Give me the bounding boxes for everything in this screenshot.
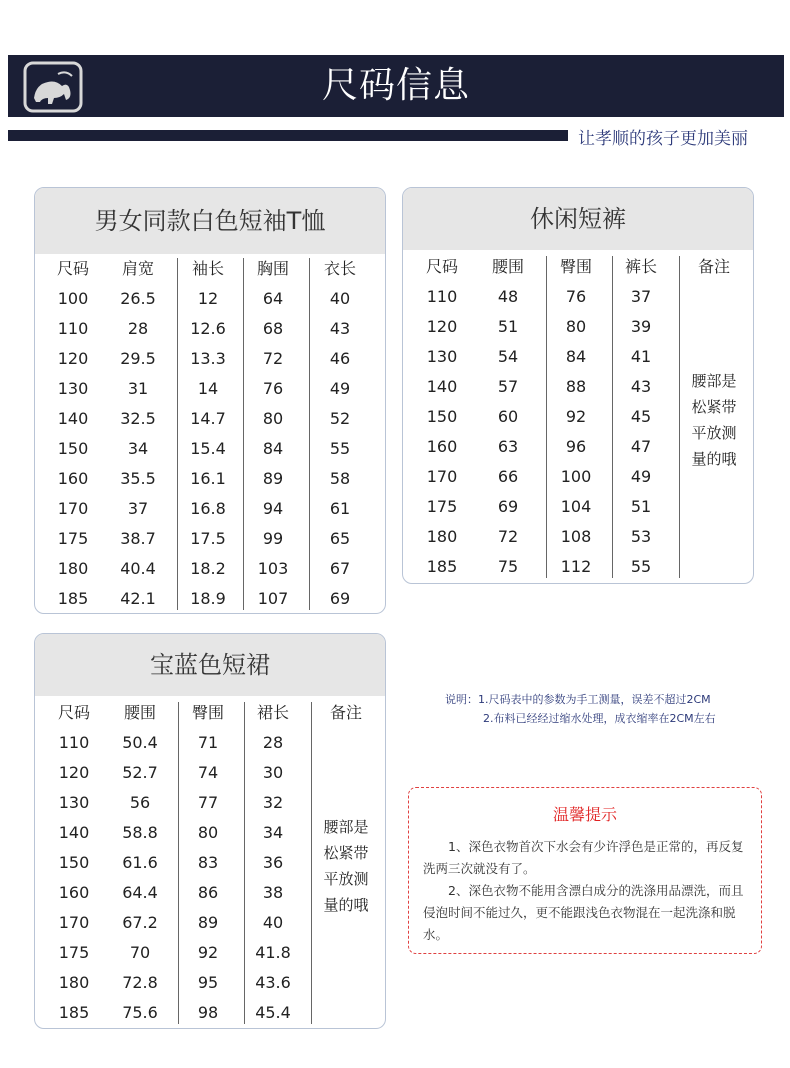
table-cell: 120 [57, 349, 89, 368]
table-cell: 64 [262, 289, 284, 308]
table-row [403, 522, 753, 552]
remark-line: 平放测 [691, 424, 737, 442]
table-cell: 69 [329, 589, 351, 608]
table-cell: 47 [630, 437, 652, 456]
table-cell: 110 [57, 319, 89, 338]
table-cell: 12.6 [190, 319, 226, 338]
table-cell: 88 [565, 377, 587, 396]
tshirt-card-title: 男女同款白色短袖T恤 [35, 188, 385, 254]
tshirt-size-card [34, 187, 386, 614]
table-cell: 49 [329, 379, 351, 398]
table-cell: 28 [262, 733, 284, 752]
table-cell: 175 [426, 497, 458, 516]
table-cell: 37 [127, 499, 149, 518]
table-cell: 14 [197, 379, 219, 398]
table-cell: 160 [57, 469, 89, 488]
table-cell: 40 [329, 289, 351, 308]
table-cell: 40 [262, 913, 284, 932]
table-cell: 67 [329, 559, 351, 578]
table-cell: 41.8 [255, 943, 291, 962]
table-cell: 160 [58, 883, 90, 902]
table-cell: 180 [426, 527, 458, 546]
table-cell: 43.6 [255, 973, 291, 992]
table-cell: 43 [630, 377, 652, 396]
table-cell: 43 [329, 319, 351, 338]
column-divider [243, 258, 244, 610]
table-cell: 57 [497, 377, 519, 396]
table-cell: 80 [262, 409, 284, 428]
table-cell: 18.2 [190, 559, 226, 578]
column-divider [546, 256, 547, 578]
table-cell: 170 [426, 467, 458, 486]
table-cell: 83 [197, 853, 219, 872]
table-row [35, 464, 385, 494]
tshirt-column-header: 衣长 [323, 259, 356, 278]
table-cell: 170 [57, 499, 89, 518]
table-cell: 80 [197, 823, 219, 842]
table-cell: 89 [262, 469, 284, 488]
table-cell: 107 [257, 589, 289, 608]
table-cell: 150 [426, 407, 458, 426]
table-cell: 54 [497, 347, 519, 366]
table-cell: 51 [497, 317, 519, 336]
measurement-explanation [445, 690, 716, 728]
table-cell: 45.4 [255, 1003, 291, 1022]
table-cell: 140 [426, 377, 458, 396]
table-cell: 75 [497, 557, 519, 576]
table-cell: 48 [497, 287, 519, 306]
remark-line: 量的哦 [691, 450, 737, 468]
shorts-column-header: 裤长 [624, 257, 657, 276]
table-cell: 28 [127, 319, 149, 338]
page-title: 尺码信息 [321, 65, 470, 106]
table-cell: 92 [565, 407, 587, 426]
column-divider [311, 702, 312, 1024]
shorts-column-header: 腰围 [491, 257, 524, 276]
header-banner [8, 55, 784, 117]
table-cell: 98 [197, 1003, 219, 1022]
skirt-column-header: 尺码 [57, 703, 90, 722]
table-cell: 71 [197, 733, 219, 752]
table-cell: 69 [497, 497, 519, 516]
table-row [403, 282, 753, 312]
column-divider [612, 256, 613, 578]
table-cell: 31 [127, 379, 149, 398]
tshirt-column-header: 袖长 [191, 259, 224, 278]
divider-bar [8, 130, 568, 141]
skirt-card-title: 宝蓝色短裙 [35, 634, 385, 696]
table-cell: 16.1 [190, 469, 226, 488]
tip-paragraph-2: 2、深色衣物不能用含漂白成分的洗涤用品漂洗，而且侵泡时间不能过久，更不能跟浅色衣物混在一起洗涤和脱水。 [423, 883, 744, 942]
skirt-size-card [34, 633, 386, 1029]
table-cell: 15.4 [190, 439, 226, 458]
table-row [35, 968, 385, 998]
table-cell: 61 [329, 499, 351, 518]
table-cell: 74 [197, 763, 219, 782]
skirt-column-header: 备注 [329, 703, 362, 722]
table-cell: 99 [262, 529, 284, 548]
explanation-line-2: 2.布料已经经过缩水处理，成衣缩率在2CM左右 [483, 712, 716, 725]
remark-line: 腰部是 [691, 372, 737, 390]
table-cell: 42.1 [120, 589, 156, 608]
table-cell: 26.5 [120, 289, 156, 308]
table-cell: 12 [197, 289, 219, 308]
table-cell: 63 [497, 437, 519, 456]
skirt-column-header: 臀围 [191, 703, 224, 722]
table-row [35, 284, 385, 314]
column-divider [178, 702, 179, 1024]
table-cell: 58 [329, 469, 351, 488]
table-row [35, 314, 385, 344]
table-cell: 84 [565, 347, 587, 366]
table-row [35, 344, 385, 374]
warm-tips-title: 温馨提示 [552, 805, 617, 824]
table-cell: 56 [129, 793, 151, 812]
remark-line: 平放测 [323, 870, 369, 888]
tshirt-column-header: 胸围 [256, 259, 289, 278]
table-row [35, 524, 385, 554]
table-cell: 96 [565, 437, 587, 456]
table-cell: 38 [262, 883, 284, 902]
tip-paragraph-1: 1、深色衣物首次下水会有少许浮色是正常的，再反复洗两三次就没有了。 [423, 839, 744, 876]
table-cell: 80 [565, 317, 587, 336]
shorts-card-title: 休闲短裤 [403, 188, 753, 250]
table-cell: 120 [58, 763, 90, 782]
table-cell: 65 [329, 529, 351, 548]
table-cell: 100 [57, 289, 89, 308]
table-cell: 89 [197, 913, 219, 932]
table-cell: 67.2 [122, 913, 158, 932]
table-cell: 130 [58, 793, 90, 812]
table-cell: 104 [560, 497, 592, 516]
table-row [35, 998, 385, 1028]
table-cell: 112 [560, 557, 592, 576]
tshirt-header-row [35, 254, 385, 284]
table-cell: 72 [262, 349, 284, 368]
table-cell: 76 [262, 379, 284, 398]
remark-line: 松紧带 [691, 398, 737, 416]
table-cell: 185 [58, 1003, 90, 1022]
table-cell: 140 [57, 409, 89, 428]
tshirt-column-header: 尺码 [56, 259, 89, 278]
table-cell: 17.5 [190, 529, 226, 548]
table-cell: 130 [426, 347, 458, 366]
table-cell: 30 [262, 763, 284, 782]
table-row [35, 374, 385, 404]
table-cell: 32.5 [120, 409, 156, 428]
table-cell: 29.5 [120, 349, 156, 368]
table-cell: 160 [426, 437, 458, 456]
remark-line: 腰部是 [323, 818, 369, 836]
table-cell: 110 [426, 287, 458, 306]
table-cell: 100 [560, 467, 592, 486]
table-cell: 50.4 [122, 733, 158, 752]
table-row [35, 728, 385, 758]
shorts-size-card [402, 187, 754, 584]
table-cell: 175 [58, 943, 90, 962]
remark-line: 量的哦 [323, 896, 369, 914]
table-cell: 72 [497, 527, 519, 546]
warm-tips-body [423, 836, 749, 946]
skirt-remark [313, 814, 379, 918]
table-cell: 45 [630, 407, 652, 426]
skirt-column-header: 裙长 [256, 703, 289, 722]
table-cell: 103 [257, 559, 289, 578]
table-cell: 39 [630, 317, 652, 336]
table-row [35, 434, 385, 464]
table-cell: 150 [58, 853, 90, 872]
skirt-column-header: 腰围 [123, 703, 156, 722]
table-row [403, 312, 753, 342]
table-cell: 37 [630, 287, 652, 306]
table-cell: 38.7 [120, 529, 156, 548]
table-cell: 110 [58, 733, 90, 752]
column-divider [244, 702, 245, 1024]
shorts-remark [681, 368, 747, 472]
table-cell: 16.8 [190, 499, 226, 518]
table-cell: 55 [329, 439, 351, 458]
table-cell: 36 [262, 853, 284, 872]
table-row [35, 494, 385, 524]
table-cell: 52 [329, 409, 351, 428]
table-cell: 60 [497, 407, 519, 426]
table-cell: 34 [127, 439, 149, 458]
skirt-header-row [35, 698, 385, 728]
warm-tips-box [408, 787, 762, 954]
table-cell: 64.4 [122, 883, 158, 902]
table-cell: 49 [630, 467, 652, 486]
table-cell: 51 [630, 497, 652, 516]
shorts-column-header: 尺码 [425, 257, 458, 276]
table-cell: 130 [57, 379, 89, 398]
table-cell: 58.8 [122, 823, 158, 842]
column-divider [309, 258, 310, 610]
table-row [35, 584, 385, 614]
shorts-column-header: 臀围 [559, 257, 592, 276]
table-cell: 53 [630, 527, 652, 546]
table-row [35, 404, 385, 434]
tshirt-column-header: 肩宽 [121, 259, 154, 278]
table-row [403, 492, 753, 522]
table-cell: 76 [565, 287, 587, 306]
explanation-line-1: 说明：1.尺码表中的参数为手工测量，误差不超过2CM [445, 693, 711, 706]
table-cell: 46 [329, 349, 351, 368]
table-cell: 120 [426, 317, 458, 336]
table-cell: 185 [57, 589, 89, 608]
table-cell: 170 [58, 913, 90, 932]
table-cell: 70 [129, 943, 151, 962]
table-row [403, 552, 753, 582]
table-row [35, 758, 385, 788]
table-row [35, 554, 385, 584]
table-cell: 13.3 [190, 349, 226, 368]
table-cell: 77 [197, 793, 219, 812]
table-cell: 86 [197, 883, 219, 902]
table-cell: 185 [426, 557, 458, 576]
table-row [35, 938, 385, 968]
table-cell: 32 [262, 793, 284, 812]
table-cell: 180 [58, 973, 90, 992]
table-cell: 72.8 [122, 973, 158, 992]
table-cell: 94 [262, 499, 284, 518]
table-cell: 75.6 [122, 1003, 158, 1022]
remark-line: 松紧带 [323, 844, 369, 862]
table-cell: 108 [560, 527, 592, 546]
table-cell: 140 [58, 823, 90, 842]
table-cell: 150 [57, 439, 89, 458]
table-cell: 18.9 [190, 589, 226, 608]
table-cell: 92 [197, 943, 219, 962]
table-cell: 35.5 [120, 469, 156, 488]
table-cell: 180 [57, 559, 89, 578]
shorts-header-row [403, 252, 753, 282]
table-cell: 14.7 [190, 409, 226, 428]
table-cell: 95 [197, 973, 219, 992]
shorts-column-header: 备注 [697, 257, 730, 276]
column-divider [679, 256, 680, 578]
slogan: 让孝顺的孩子更加美丽 [578, 129, 748, 149]
table-cell: 66 [497, 467, 519, 486]
table-cell: 55 [630, 557, 652, 576]
table-cell: 84 [262, 439, 284, 458]
table-cell: 61.6 [122, 853, 158, 872]
column-divider [177, 258, 178, 610]
table-cell: 40.4 [120, 559, 156, 578]
table-cell: 68 [262, 319, 284, 338]
table-cell: 52.7 [122, 763, 158, 782]
table-cell: 34 [262, 823, 284, 842]
table-cell: 175 [57, 529, 89, 548]
table-cell: 41 [630, 347, 652, 366]
